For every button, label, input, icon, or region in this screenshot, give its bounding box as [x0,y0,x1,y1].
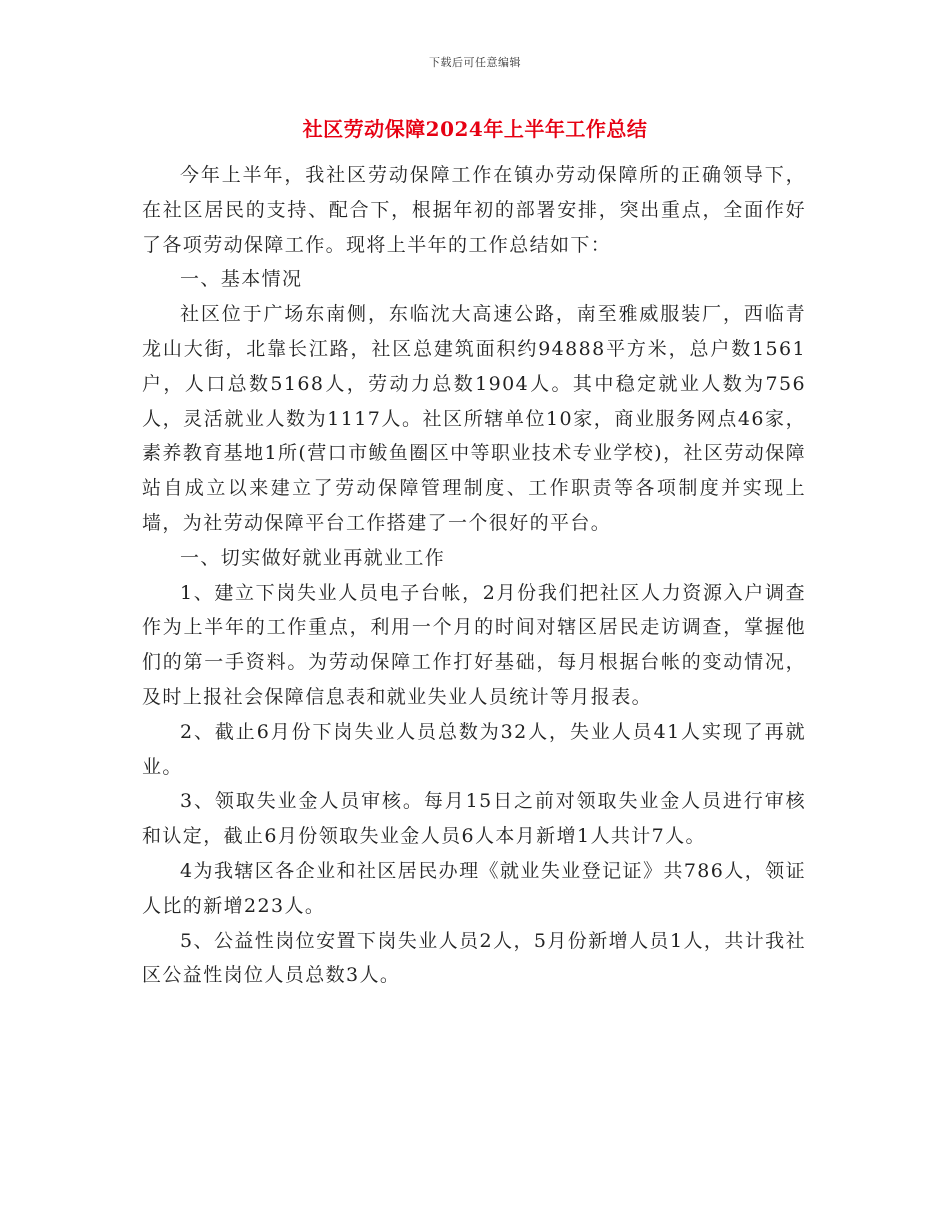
document-title: 社区劳动保障2024年上半年工作总结 [302,117,648,141]
paragraph: 今年上半年，我社区劳动保障工作在镇办劳动保障所的正确领导下，在社区居民的支持、配合下，根据年初的部署安排，突出重点，全面作好了各项劳动保障工作。现将上半年的工作总结如下： [142,164,806,256]
paragraph: 3、领取失业金人员审核。每月15日之前对领取失业金人员进行审核和认定，截止6月份领取失业金人员6人本月新增1人共计7人。 [142,790,806,848]
paragraph: 4为我辖区各企业和社区居民办理《就业失业登记证》共786人，领证人比的新增223人。 [142,859,806,917]
document-body [142,158,806,993]
paragraph: 社区位于广场东南侧，东临沈大高速公路，南至雅威服装厂，西临青龙山大街，北靠长江路，社区总建筑面积约94888平方米，总户数1561户，人口总数5168人，劳动力总数1904人。其中稳定就业人数为756人，灵活就业人数为1117人。社区所辖单位10家，商业服务网点46家，素养教育基地1所(营口市鲅鱼圈区中等职业技术专业学校)，社区劳动保障站自成立以来建立了劳动保障管理制度、工作职责等各项制度并实现上墙，为社劳动保障平台工作搭建了一个很好的平台。 [142,303,806,534]
paragraph: 2、截止6月份下岗失业人员总数为32人，失业人员41人实现了再就业。 [142,720,806,778]
header-note: 下载后可任意编辑 [429,56,521,69]
paragraph: 1、建立下岗失业人员电子台帐，2月份我们把社区人力资源入户调查作为上半年的工作重点，利用一个月的时间对辖区居民走访调查，掌握他们的第一手资料。为劳动保障工作打好基础，每月根据台帐的变动情况，及时上报社会保障信息表和就业失业人员统计等月报表。 [142,581,806,708]
paragraph: 5、公益性岗位安置下岗失业人员2人，5月份新增人员1人，共计我社区公益性岗位人员总数3人。 [142,929,806,987]
section-heading: 一、基本情况 [180,268,303,291]
section-heading: 一、切实做好就业再就业工作 [180,546,446,569]
